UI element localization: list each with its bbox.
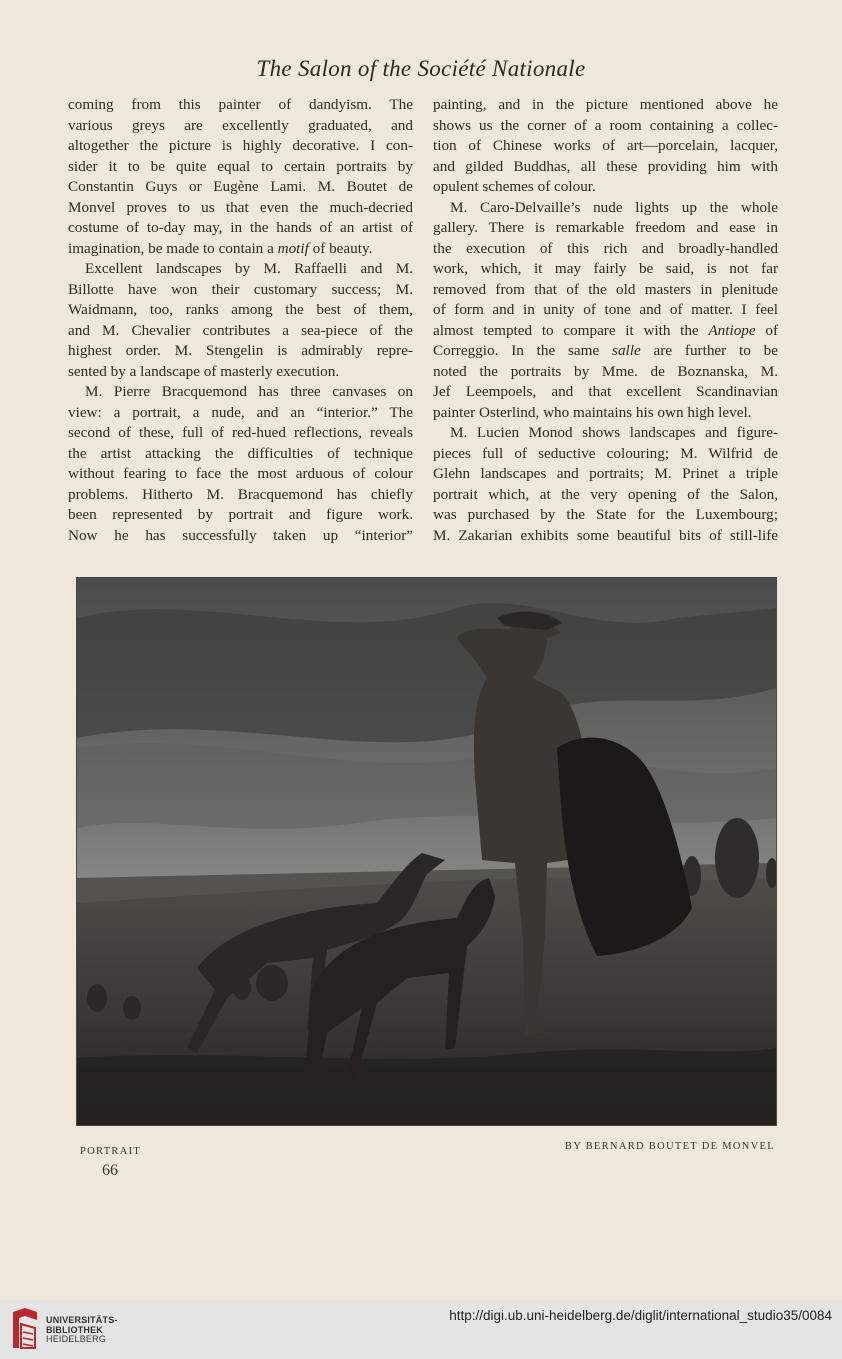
text-line: painting, and in the picture mentioned above he	[433, 96, 778, 113]
logo-line: BIBLIOTHEK	[46, 1324, 103, 1335]
text-line: been represented by portrait and figure work.	[68, 506, 413, 523]
text-line: opulent schemes of colour.	[433, 178, 596, 195]
left-text-column	[68, 95, 413, 546]
text-line: painter Osterlind, who maintains his own high level.	[433, 403, 752, 421]
text-line: tion of Chinese works of art—porcelain, lacquer,	[433, 137, 778, 154]
text-line: shows us the corner of a room containing a collec-	[433, 116, 778, 134]
text-line: was purchased by the State for the Luxembourg;	[433, 506, 778, 523]
text-line: without fearing to face the most arduous of colour	[68, 465, 413, 482]
text-line: Waidmann, too, ranks among the best of them,	[68, 301, 413, 318]
text-line: noted the portraits by Mme. de Boznanska, M.	[433, 362, 778, 380]
text-line: sented by a landscape of masterly execution.	[68, 362, 340, 380]
painting-illustration	[77, 578, 776, 1125]
text-fragment: almost tempted to compare it with the	[433, 321, 699, 339]
portrait-plate-image	[76, 577, 777, 1126]
text-fragment: of beauty.	[312, 239, 373, 257]
text-line: gallery. There is remarkable freedom and ease in	[433, 219, 778, 236]
text-line: coming from this painter of dandyism. The	[68, 96, 413, 113]
text-line: Monvel proves to us that even the much-decried	[68, 198, 413, 216]
source-url-link[interactable]: http://digi.ub.uni-heidelberg.de/diglit/international_studio35/0084	[449, 1308, 832, 1323]
library-logo-text	[46, 1316, 118, 1345]
italic-word: Antiope	[708, 321, 756, 339]
text-line: costume of to-day may, in the hands of an artist of	[68, 219, 413, 236]
shrub	[87, 984, 107, 1012]
text-line: and gilded Buddhas, all these providing him with	[433, 157, 778, 175]
text-line: the artist attacking the difficulties of technique	[68, 444, 413, 462]
text-line: removed from that of the old masters in plenitude	[433, 280, 778, 298]
text-fragment: Correggio. In the same	[433, 342, 600, 359]
text-line	[433, 341, 778, 362]
text-line	[433, 321, 778, 342]
plate-caption-artist: BY BERNARD BOUTET DE MONVEL	[564, 1141, 775, 1152]
text-line: second of these, full of red-hued reflections, reveals	[68, 424, 413, 441]
text-line: Glehn landscapes and portraits; M. Prinet a triple	[433, 465, 778, 482]
text-line: M. Caro-Delvaille’s nude lights up the whole	[450, 198, 778, 216]
library-logo-icon	[9, 1306, 41, 1350]
text-line: M. Zakarian exhibits some beautiful bits of still-life	[433, 526, 778, 544]
tree	[715, 818, 759, 898]
text-line	[68, 239, 413, 260]
text-line: Excellent landscapes by M. Raffaelli and M.	[85, 260, 413, 277]
italic-word: salle	[612, 342, 641, 359]
shrub	[123, 996, 141, 1020]
text-line: highest order. M. Stengelin is admirably repre-	[68, 342, 413, 359]
text-line: M. Lucien Monod shows landscapes and figure-	[450, 424, 778, 441]
logo-line: UNIVERSITÄTS-	[46, 1315, 118, 1325]
text-line: problems. Hitherto M. Bracquemond has chiefly	[68, 485, 413, 503]
text-line: altogether the picture is highly decorative. I con-	[68, 137, 413, 154]
right-text-column	[433, 95, 778, 546]
text-line: the execution of this rich and broadly-handled	[433, 239, 778, 257]
text-fragment: are further to be	[653, 342, 778, 359]
text-line: work, which, it may fairly be said, is not far	[433, 260, 778, 277]
page-number: 66	[102, 1162, 118, 1179]
logo-line: HEIDELBERG	[46, 1334, 107, 1344]
text-fragment: imagination, be made to contain a	[68, 239, 274, 257]
text-line: Billotte have won their customary success; M.	[68, 280, 413, 298]
foreground-grass	[77, 1048, 776, 1125]
italic-word: motif	[277, 239, 309, 257]
text-line: pieces full of seductive colouring; M. Wilfrid de	[433, 444, 778, 462]
text-line: sider it to be quite equal to certain portraits by	[68, 157, 413, 175]
text-fragment: of	[765, 321, 779, 339]
page-title: The Salon of the Société Nationale	[256, 56, 586, 81]
text-line: of form and in unity of tone and of matter. I feel	[433, 301, 778, 318]
text-line: M. Pierre Bracquemond has three canvases on	[85, 383, 413, 400]
text-line: and M. Chevalier contributes a sea-piece of the	[68, 321, 413, 339]
text-line: Now he has successfully taken up “interior”	[68, 526, 413, 544]
plate-caption-title: PORTRAIT	[80, 1146, 142, 1157]
text-line: Jef Leempoels, and that excellent Scandinavian	[433, 383, 778, 400]
shrub	[256, 965, 288, 1001]
footer-bar	[0, 1300, 842, 1359]
text-line: Constantin Guys or Eugène Lami. M. Boutet de	[68, 178, 413, 195]
text-line: view: a portrait, a nude, and an “interior.” The	[68, 403, 413, 421]
text-line: various greys are excellently graduated, and	[68, 116, 413, 134]
text-line: portrait which, at the very opening of the Salon,	[433, 485, 778, 503]
